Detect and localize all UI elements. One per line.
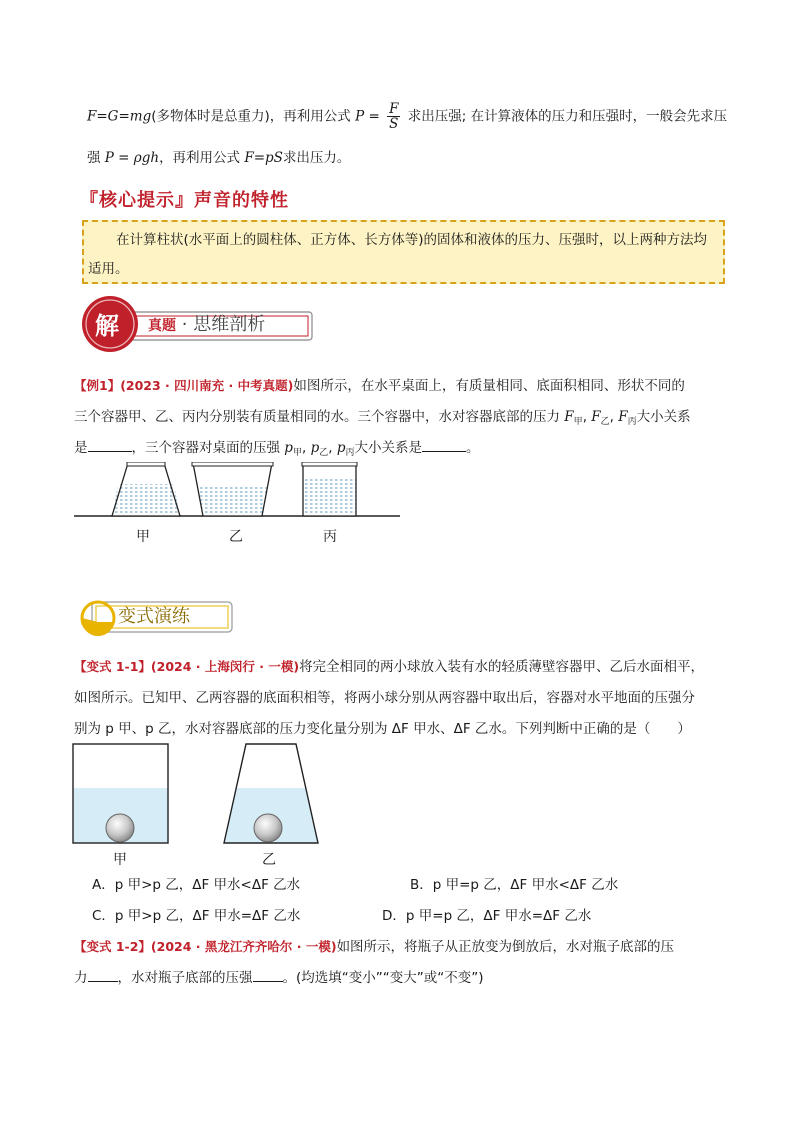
intro-line-2 xyxy=(87,148,350,168)
sub-yi: 乙 xyxy=(600,417,610,427)
jie-label-dot: · xyxy=(181,314,188,335)
variant2-text-2: 力 xyxy=(74,970,88,986)
example1-text-2: 三个容器甲、乙、丙内分别装有质量相同的水。三个容器中，水对容器底部的压力 xyxy=(74,409,560,425)
example1-line-1 xyxy=(74,376,685,396)
three-containers-figure xyxy=(70,462,405,524)
formula-p-symbol: P xyxy=(355,108,365,125)
symbol-f-bing: F xyxy=(618,409,628,425)
symbol-p-bing: p xyxy=(336,440,346,456)
variant1-label-yi: 乙 xyxy=(262,852,276,868)
sub-jia: 甲 xyxy=(573,417,583,427)
sub-p-bing: 丙 xyxy=(345,448,355,458)
formula-fraction xyxy=(387,102,400,131)
example1-text-6: 大小关系是 xyxy=(354,440,422,456)
jie-label-rest: 思维剖析 xyxy=(193,314,266,335)
bianshi-banner-label: 变式演练 xyxy=(118,606,190,627)
container-label-yi: 乙 xyxy=(229,529,243,545)
jie-label-bold: 真题 xyxy=(148,318,176,334)
variant1-line-1 xyxy=(74,657,704,677)
intro-text-3: 强 xyxy=(87,150,101,166)
example1-text-4: 是 xyxy=(74,440,88,456)
tip-text-line-1: 在计算柱状(水平面上的圆柱体、正方体、长方体等)的固体和液体的压力、压强时，以上两种方法均 xyxy=(116,232,708,248)
formula-rho-g-h: P = ρgh xyxy=(104,150,160,166)
option-c[interactable]: C．p 甲>p 乙，ΔF 甲水=ΔF 乙水 xyxy=(92,908,301,924)
intro-text-1: (多物体时是总重力)，再利用公式 xyxy=(151,108,351,125)
option-a[interactable]: A．p 甲>p 乙，ΔF 甲水<ΔF 乙水 xyxy=(92,877,301,893)
example1-text-5: ，三个容器对桌面的压强 xyxy=(131,440,280,456)
tip-text-line-2: 适用。 xyxy=(88,261,129,277)
answer-blank-2[interactable] xyxy=(422,438,466,452)
variant1-label-jia: 甲 xyxy=(113,852,127,868)
fraction-numerator: F xyxy=(389,101,399,117)
container-label-jia: 甲 xyxy=(136,529,150,545)
variant2-text-3: ，水对瓶子底部的压强 xyxy=(117,970,253,986)
two-containers-figure xyxy=(70,742,330,846)
tip-title: 『核心提示』声音的特性 xyxy=(80,190,289,211)
sub-bing: 丙 xyxy=(627,417,637,427)
intro-formula-fgmg: F=G=mg xyxy=(87,108,152,125)
answer-blank-1[interactable] xyxy=(88,438,132,452)
symbol-p-yi: p xyxy=(310,440,320,456)
jie-badge-text: 解 xyxy=(95,312,119,340)
variant2-text-1: 如图所示，将瓶子从正放变为倒放后，水对瓶子底部的压 xyxy=(336,939,675,955)
jie-banner-label xyxy=(148,313,265,338)
jie-section-banner xyxy=(80,296,320,356)
answer-blank-3[interactable] xyxy=(88,968,118,982)
symbol-f-jia: F xyxy=(564,409,574,425)
variant1-line-2: 如图所示。已知甲、乙两容器的底面积相等，将两小球分别从两容器中取出后，容器对水平地面的压强分 xyxy=(74,690,695,706)
intro-text-5: 求出压力。 xyxy=(282,150,351,166)
variant2-text-4: 。(均选填“变小”“变大”或“不变”) xyxy=(282,970,484,986)
formula-fps: F=pS xyxy=(244,150,283,166)
tip-box xyxy=(82,220,725,284)
bianshi-section-banner xyxy=(78,598,238,640)
example1-text-3: 大小关系 xyxy=(636,409,691,425)
variant2-line-2 xyxy=(74,968,484,988)
symbol-f-yi: F xyxy=(591,409,601,425)
intro-text-4: ，再利用公式 xyxy=(159,150,241,166)
variant1-tag: 【变式 1-1】(2024 · 上海闵行 · 一模) xyxy=(74,659,300,674)
intro-line-1 xyxy=(87,102,727,131)
example1-text-7: 。 xyxy=(466,440,480,456)
formula-eq: = xyxy=(368,108,380,125)
sub-p-yi: 乙 xyxy=(319,448,329,458)
variant2-tag: 【变式 1-2】(2024 · 黑龙江齐齐哈尔 · 一模) xyxy=(74,939,337,954)
option-d[interactable]: D．p 甲=p 乙，ΔF 甲水=ΔF 乙水 xyxy=(382,908,592,924)
container-label-bing: 丙 xyxy=(323,529,337,545)
sub-p-jia: 甲 xyxy=(292,448,302,458)
example1-line-2: 三个容器甲、乙、丙内分别装有质量相同的水。三个容器中，水对容器底部的压力 $F_甲$, $F_乙$, $F_丙$大小关系 xyxy=(74,409,691,427)
fraction-denominator: S xyxy=(389,116,399,132)
option-b[interactable]: B．p 甲=p 乙，ΔF 甲水<ΔF 乙水 xyxy=(410,877,619,893)
intro-text-2: 求出压强; 在计算液体的压力和压强时，一般会先求压 xyxy=(407,108,728,125)
variant1-text-1: 将完全相同的两小球放入装有水的轻质薄壁容器甲、乙后水面相平， xyxy=(299,659,705,675)
example1-line-3: 是 ，三个容器对桌面的压强 $p_甲$, $p_乙$, $p_丙$大小关系是 。 xyxy=(74,440,480,458)
variant1-line-3: 别为 p 甲、p 乙，水对容器底部的压力变化量分别为 ΔF 甲水、ΔF 乙水。下列判断中正确的是（ ） xyxy=(74,721,691,737)
answer-blank-4[interactable] xyxy=(253,968,283,982)
example1-text-1: 如图所示，在水平桌面上，有质量相同、底面积相同、形状不同的 xyxy=(293,378,685,394)
variant2-line-1 xyxy=(74,937,674,957)
example1-tag: 【例1】(2023 · 四川南充 · 中考真题) xyxy=(74,378,294,393)
symbol-p-jia: p xyxy=(284,440,293,456)
